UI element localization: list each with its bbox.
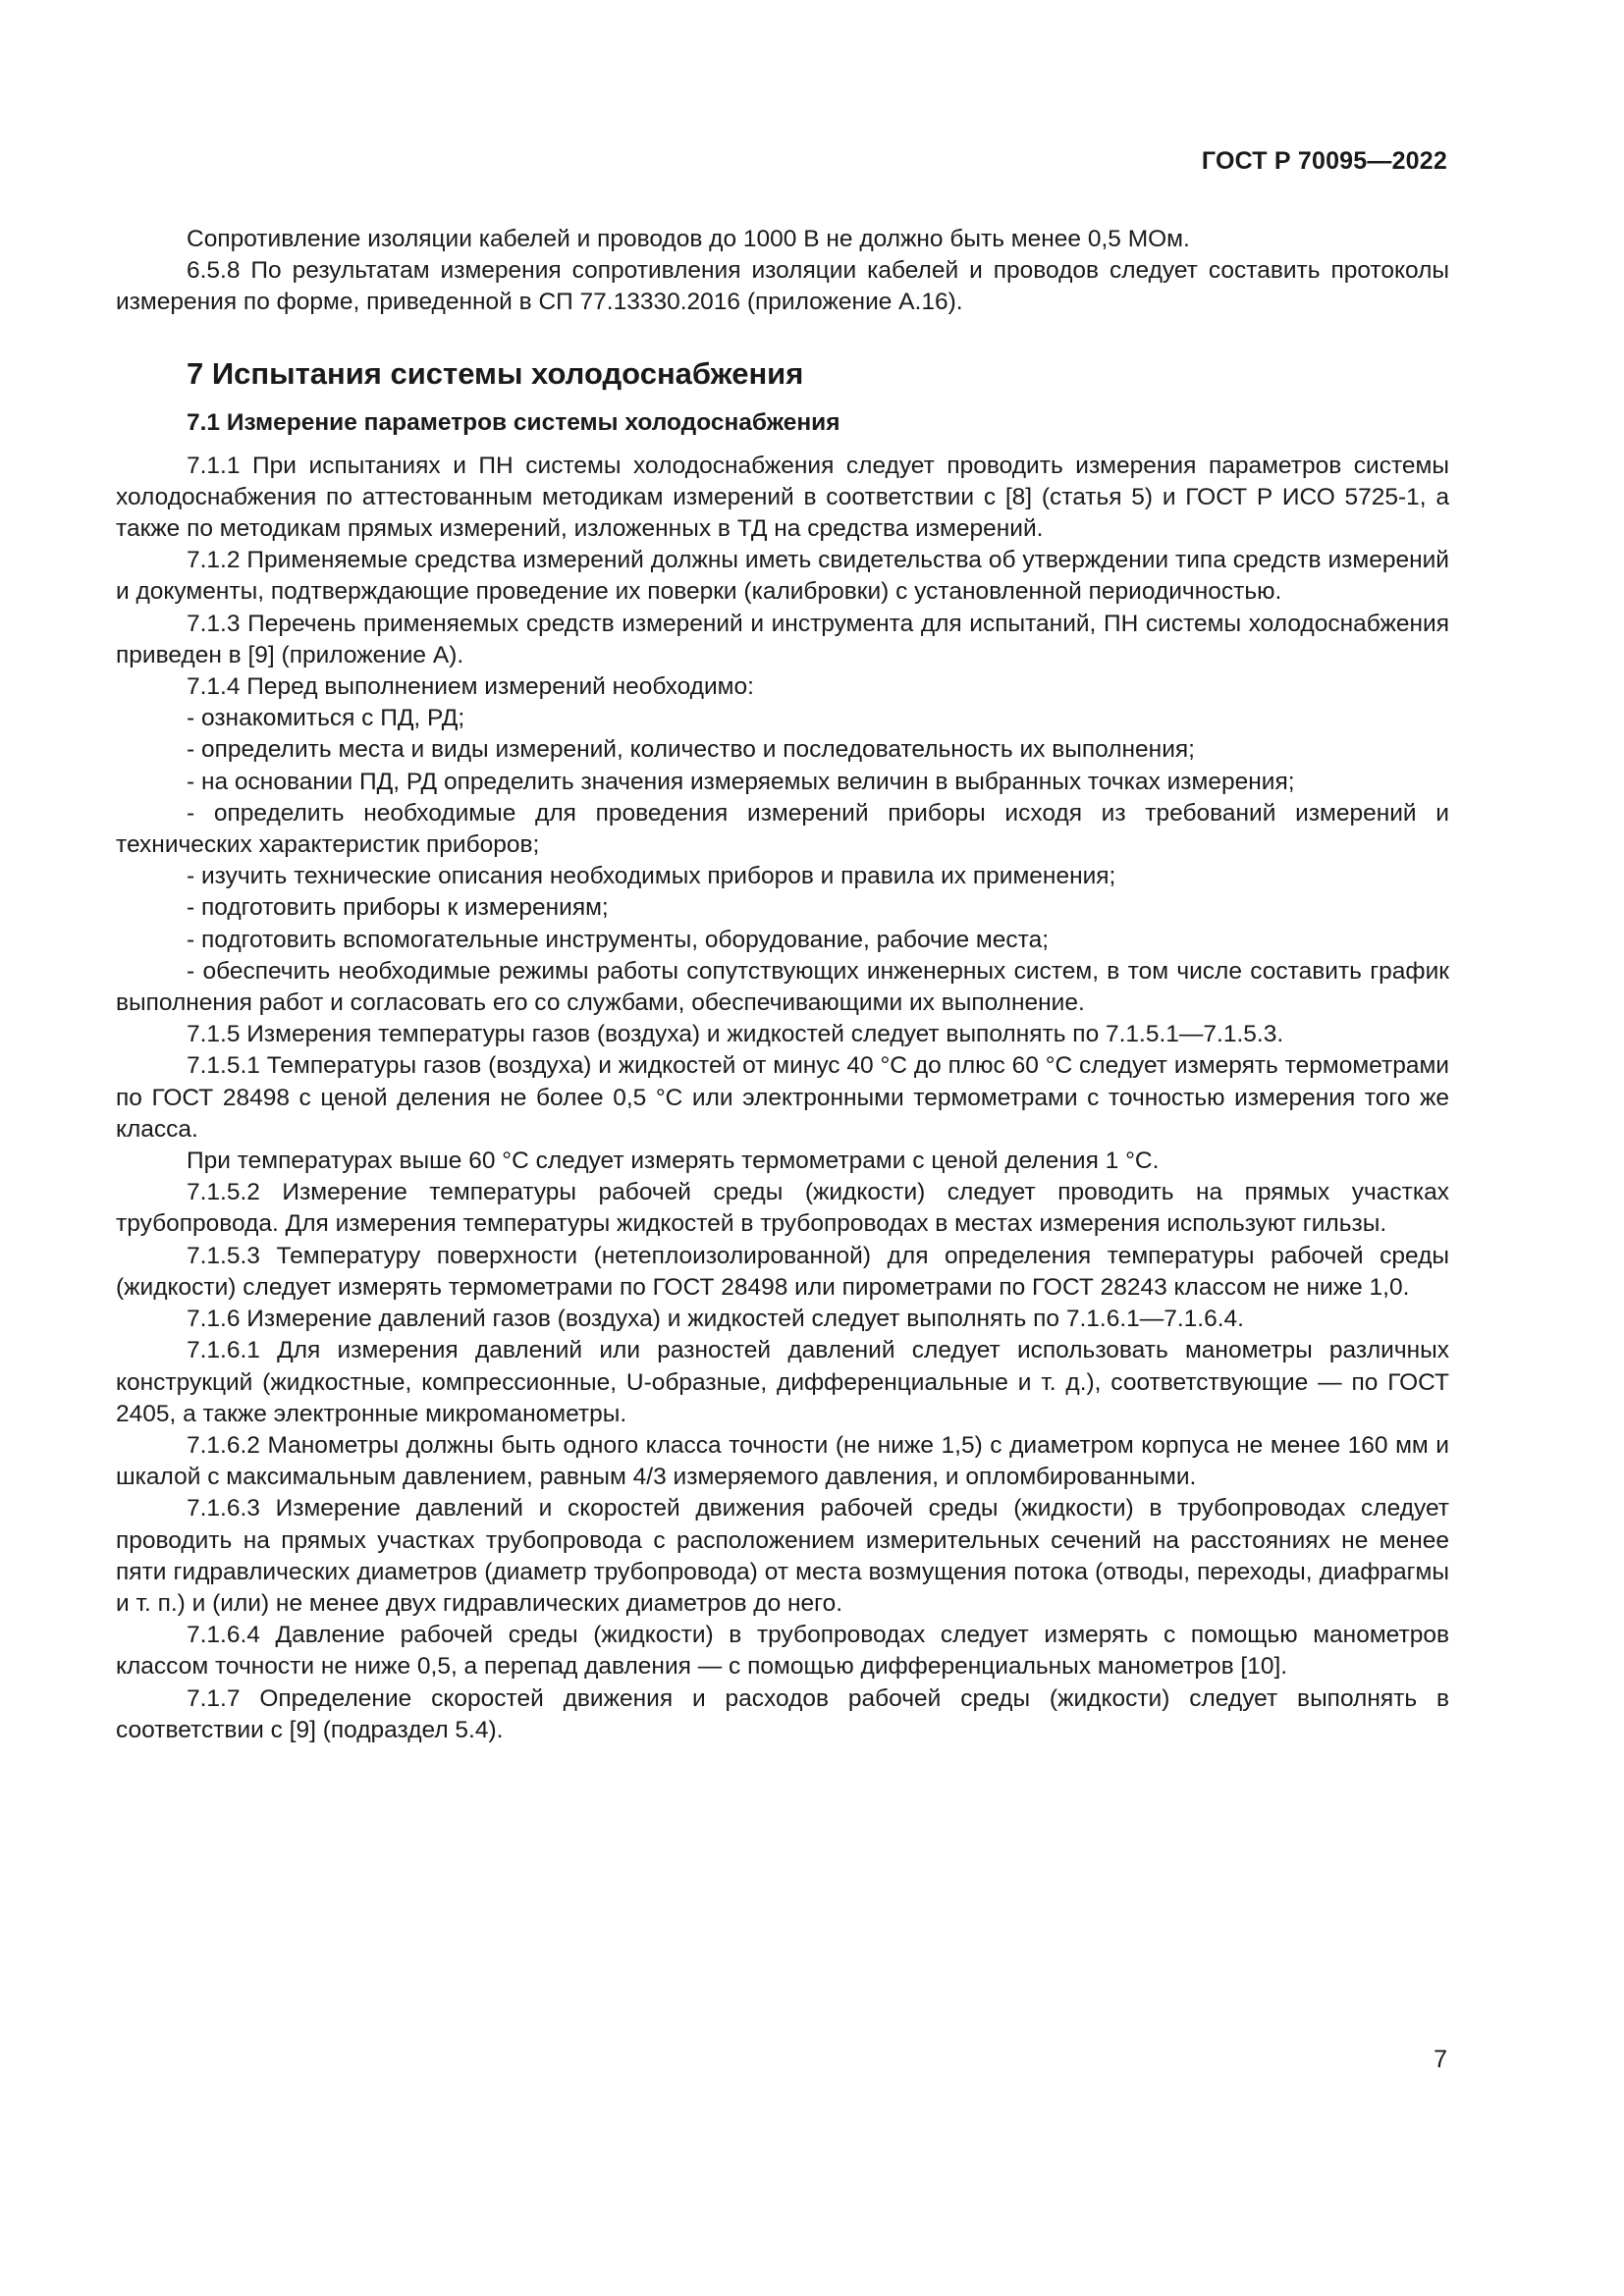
paragraph: 7.1.6 Измерение давлений газов (воздуха) и жидкостей следует выполнять по 7.1.6.1—7.1.6.4. xyxy=(187,1306,1244,1333)
list-item: - обеспечить необходимые режимы работы сопутствующих инженерных систем, в том числе составить график выполнения работ и согласовать его со службами, обеспечивающими их выполнение. xyxy=(116,957,1449,1017)
page-content xyxy=(116,224,1449,1746)
paragraph: 6.5.8 По результатам измерения сопротивления изоляции кабелей и проводов следует составить протоколы измерения по форме, приведенной в СП 77.13330.2016 (приложение А.16). xyxy=(116,257,1449,316)
paragraph: Сопротивление изоляции кабелей и проводов до 1000 В не должно быть менее 0,5 МОм. xyxy=(187,226,1190,252)
list-item: - на основании ПД, РД определить значения измеряемых величин в выбранных точках измерения; xyxy=(187,768,1295,795)
list-item: - определить необходимые для проведения измерений приборы исходя из требований измерений и технических характеристик приборов; xyxy=(116,799,1449,859)
list-item: - подготовить вспомогательные инструменты, оборудование, рабочие места; xyxy=(187,926,1050,953)
paragraph: 7.1.6.1 Для измерения давлений или разностей давлений следует использовать манометры различных конструкций (жидкостные, компрессионные, U-образные, дифференциальные и т. д.), соответствующие — по ГОСТ 2405, а также электронные микроманометры. xyxy=(116,1337,1449,1427)
standard-designation: ГОСТ Р 70095—2022 xyxy=(1201,147,1447,175)
paragraph: 7.1.1 При испытаниях и ПН системы холодоснабжения следует проводить измерения параметров системы холодоснабжения по аттестованным методикам измерений в соответствии с [8] (статья 5) и ГОСТ Р ИСО 5725-1, а также по методикам прямых измерений, изложенных в ТД на средства измерений. xyxy=(116,452,1449,543)
paragraph: При температурах выше 60 °С следует измерять термометрами с ценой деления 1 °С. xyxy=(187,1148,1160,1175)
section-title: 7 Испытания системы холодоснабжения xyxy=(187,355,804,391)
paragraph: 7.1.2 Применяемые средства измерений должны иметь свидетельства об утверждении типа средств измерений и документы, подтверждающие проведение их поверки (калибровки) с установленной периодичностью. xyxy=(116,547,1449,606)
paragraph: 7.1.4 Перед выполнением измерений необходимо: xyxy=(187,673,754,701)
paragraph: 7.1.6.4 Давление рабочей среды (жидкости) в трубопроводах следует измерять с помощью манометров классом точности не ниже 0,5, а перепад давления — с помощью дифференциальных манометров [10]. xyxy=(116,1622,1449,1681)
paragraph: 7.1.6.3 Измерение давлений и скоростей движения рабочей среды (жидкости) в трубопроводах следует проводить на прямых участках трубопровода с расположением измерительных сечений на расстояниях не менее пяти гидравлических диаметров (диаметр трубопровода) от места возмущения потока (отводы, переходы, диафрагмы и т. п.) и (или) не менее двух гидравлических диаметров до него. xyxy=(116,1495,1449,1617)
list-item: - подготовить приборы к измерениям; xyxy=(187,894,609,922)
paragraph: 7.1.3 Перечень применяемых средств измерений и инструмента для испытаний, ПН системы холодоснабжения приведен в [9] (приложение А). xyxy=(116,610,1449,668)
subsection-title: 7.1 Измерение параметров системы холодоснабжения xyxy=(187,408,840,436)
paragraph: 7.1.5.2 Измерение температуры рабочей среды (жидкости) следует проводить на прямых участках трубопровода. Для измерения температуры жидкостей в трубопроводах в местах измерения используют гильзы. xyxy=(116,1179,1449,1238)
list-item: - определить места и виды измерений, количество и последовательность их выполнения; xyxy=(187,736,1195,764)
list-item: - изучить технические описания необходимых приборов и правила их применения; xyxy=(187,863,1116,890)
paragraph: 7.1.5 Измерения температуры газов (воздуха) и жидкостей следует выполнять по 7.1.5.1—7.1.5.3. xyxy=(187,1021,1284,1048)
list-item: - ознакомиться с ПД, РД; xyxy=(187,705,465,732)
paragraph: 7.1.5.3 Температуру поверхности (нетеплоизолированной) для определения температуры рабочей среды (жидкости) следует измерять термометрами по ГОСТ 28498 или пирометрами по ГОСТ 28243 классом не ниже 1,0. xyxy=(116,1242,1449,1301)
paragraph: 7.1.6.2 Манометры должны быть одного класса точности (не ниже 1,5) с диаметром корпуса не менее 160 мм и шкалой с максимальным давлением, равным 4/3 измеряемого давления, и опломбированными. xyxy=(116,1431,1449,1491)
page-number: 7 xyxy=(1434,2046,1447,2073)
paragraph: 7.1.5.1 Температуры газов (воздуха) и жидкостей от минус 40 °С до плюс 60 °С следует измерять термометрами по ГОСТ 28498 с ценой деления не более 0,5 °С или электронными термометрами с точностью измерения того же класса. xyxy=(116,1052,1449,1143)
paragraph: 7.1.7 Определение скоростей движения и расходов рабочей среды (жидкости) следует выполнять в соответствии с [9] (подраздел 5.4). xyxy=(116,1684,1449,1743)
